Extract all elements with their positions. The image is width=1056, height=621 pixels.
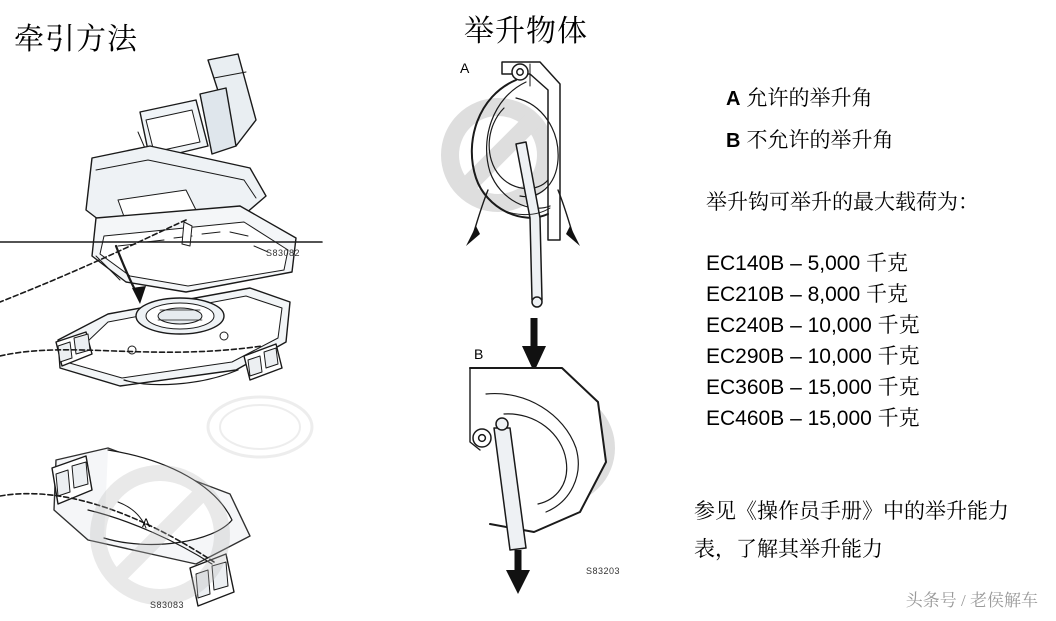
illustration-lifting-hook: [430, 50, 680, 595]
manual-reference-note: 参见《操作员手册》中的举升能力表，了解其举升能力: [694, 499, 1009, 561]
model-name: EC360B: [706, 376, 785, 399]
model-unit: 千克: [866, 251, 908, 275]
model-unit: 千克: [877, 344, 920, 368]
model-value: 15,000: [807, 376, 872, 399]
legend-text-a: 允许的举升角: [746, 86, 873, 110]
model-dash: –: [790, 314, 802, 337]
legend-item-a: [726, 82, 872, 112]
model-dash: –: [790, 407, 802, 430]
model-capacity-list: [706, 248, 920, 434]
illustration-tow-method: [0, 50, 440, 621]
model-unit: 千克: [866, 282, 908, 306]
figure-code-tow-top: S83082: [266, 248, 301, 258]
model-value: 15,000: [807, 407, 872, 430]
model-value: 5,000: [807, 252, 861, 275]
model-dash: –: [790, 376, 802, 399]
model-name: EC460B: [706, 407, 785, 430]
model-unit: 千克: [877, 406, 920, 430]
max-load-note: 举升钩可举升的最大载荷为：: [706, 190, 979, 214]
model-name: EC290B: [706, 345, 785, 368]
list-item: [706, 310, 920, 341]
legend-tag-b: B: [726, 130, 741, 152]
figure-label-a-small: A: [142, 516, 151, 530]
figure-code-lift: S83203: [586, 566, 621, 576]
model-unit: 千克: [877, 375, 920, 399]
figure-label-b: B: [474, 346, 484, 362]
model-name: EC210B: [706, 283, 785, 306]
legend-tag-a: A: [726, 88, 741, 110]
lifting-hook-svg: [430, 50, 680, 595]
model-value: 10,000: [807, 314, 872, 337]
list-item: [706, 279, 920, 310]
model-dash: –: [790, 283, 802, 306]
model-dash: –: [790, 345, 802, 368]
figure-label-a: A: [460, 60, 470, 76]
legend-text-b: 不允许的举升角: [746, 128, 894, 152]
model-value: 10,000: [807, 345, 872, 368]
page-title-tow: 牵引方法: [14, 23, 138, 56]
model-value: 8,000: [807, 283, 861, 306]
list-item: [706, 403, 920, 434]
model-dash: –: [790, 252, 802, 275]
tow-method-svg: [0, 50, 440, 621]
page-title-lift: 举升物体: [464, 15, 588, 48]
figure-code-tow-bottom: S83083: [150, 600, 185, 610]
legend-item-b: [726, 124, 893, 154]
model-unit: 千克: [877, 313, 920, 337]
model-name: EC140B: [706, 252, 785, 275]
watermark-credit: 头条号 / 老侯解车: [905, 591, 1038, 610]
list-item: [706, 372, 920, 403]
list-item: [706, 248, 920, 279]
list-item: [706, 341, 920, 372]
model-name: EC240B: [706, 314, 785, 337]
